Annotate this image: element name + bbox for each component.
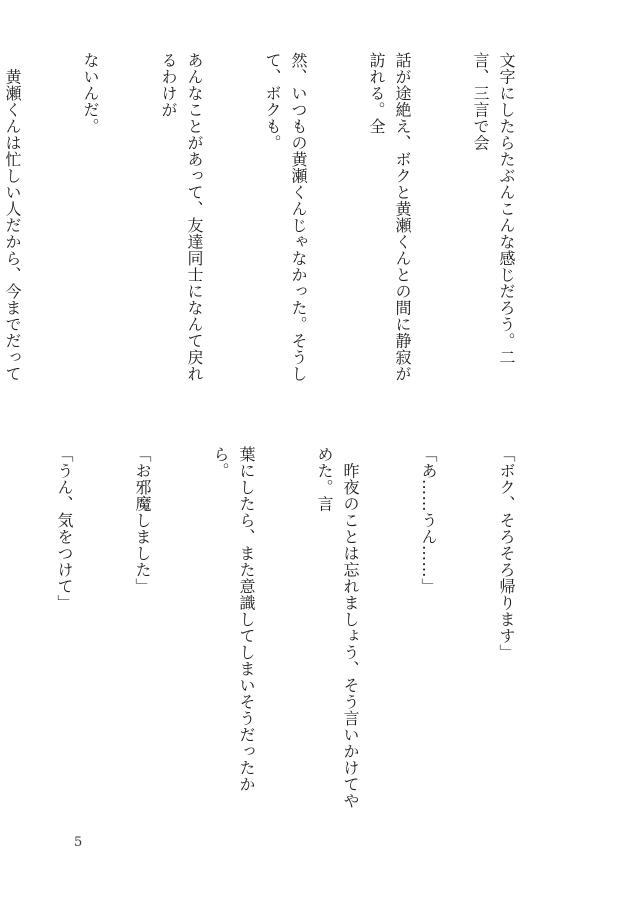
text-line: 昨夜のことは忘れましょう、そう言いかけてやめた。言 — [315, 446, 360, 809]
lower-text-block — [55, 446, 571, 824]
dialogue-line: 「お邪魔しました」 — [133, 446, 152, 595]
text-line: 然、いつもの黄瀬くんじゃなかった。そうして、ボクも。 — [263, 52, 308, 382]
text-line: 話が途絶え、ボクと黄瀬くんとの間に静寂が訪れる。全 — [367, 52, 412, 382]
text-line: 黄瀬くんは忙しい人だから、今までだって — [3, 68, 22, 382]
dialogue-line: 「あ……うん……」 — [419, 446, 438, 595]
upper-text-block — [3, 52, 571, 397]
text-line: 文字にしたらたぶんこんな感じだろう。二言、三言で会 — [471, 52, 516, 366]
text-line: ないんだ。 — [81, 52, 100, 135]
dialogue-line: 「うん、気をつけて」 — [55, 446, 74, 611]
text-line: 葉にしたら、また意識してしまいそうだったから。 — [211, 446, 256, 793]
text-line: あんなことがあって、友達同士になんて戻れるわけが — [159, 52, 204, 382]
page-number: 5 — [74, 835, 83, 850]
dialogue-line: 「ボク、そろそろ帰ります」 — [497, 446, 516, 661]
